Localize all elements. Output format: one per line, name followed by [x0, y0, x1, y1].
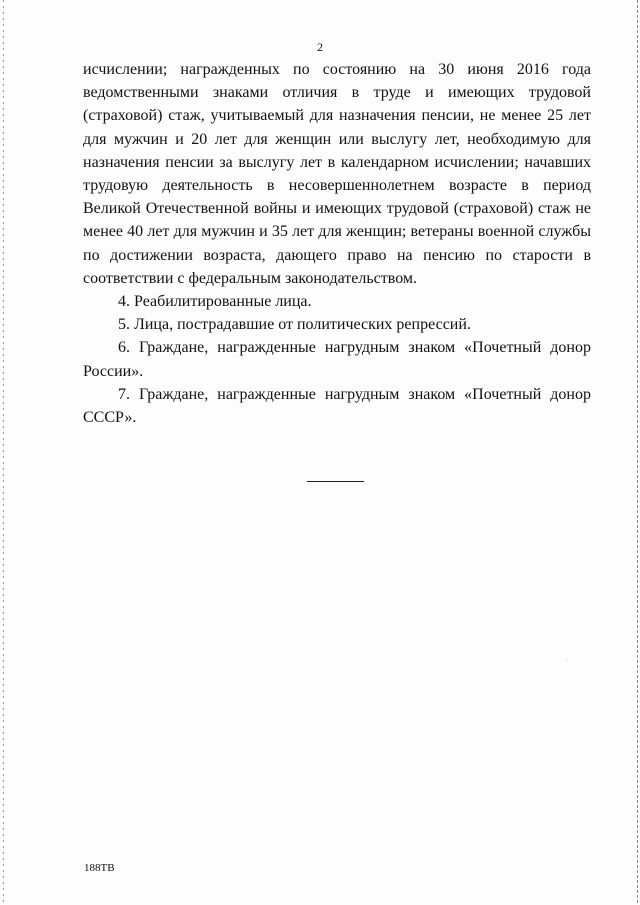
scan-speck: [566, 660, 567, 661]
paragraph-item-5: 5. Лица, пострадавшие от политических репрессий.: [118, 316, 471, 334]
document-code: 188ТВ: [84, 862, 115, 874]
document-body: [83, 58, 591, 429]
end-of-text-separator: [307, 481, 364, 482]
paragraph-continuation: исчислении; награжденных по состоянию на 30 июня 2016 года ведомственными знаками отличия в труде и имеющих трудовой (страховой) стаж, учитываемый для назначения пенсии, не менее 25 лет для мужчин и 20 лет для женщин или выслугу лет, необходимую для назначения пенсии за выслугу лет в календарном исчислении; начавших трудовую деятельность в несовершеннолетнем возрасте в период Великой Отечественной войны и имеющих трудовой (страховой) стаж не менее 40 лет для мужчин и 35 лет для женщин; ветераны военной службы по достижении возраста, дающего право на пенсию по старости в соответствии с федеральным законодательством.: [83, 61, 591, 287]
page-number: 2: [317, 40, 323, 54]
scan-edge-left: [3, 0, 4, 905]
paragraph-item-7: 7. Граждане, награжденные нагрудным знаком «Почетный донор СССР».: [83, 385, 591, 427]
scan-edge-right: [637, 0, 638, 905]
paragraph-item-4: 4. Реабилитированные лица.: [118, 293, 312, 311]
paragraph-item-6: 6. Граждане, награжденные нагрудным знаком «Почетный донор России».: [83, 339, 591, 380]
